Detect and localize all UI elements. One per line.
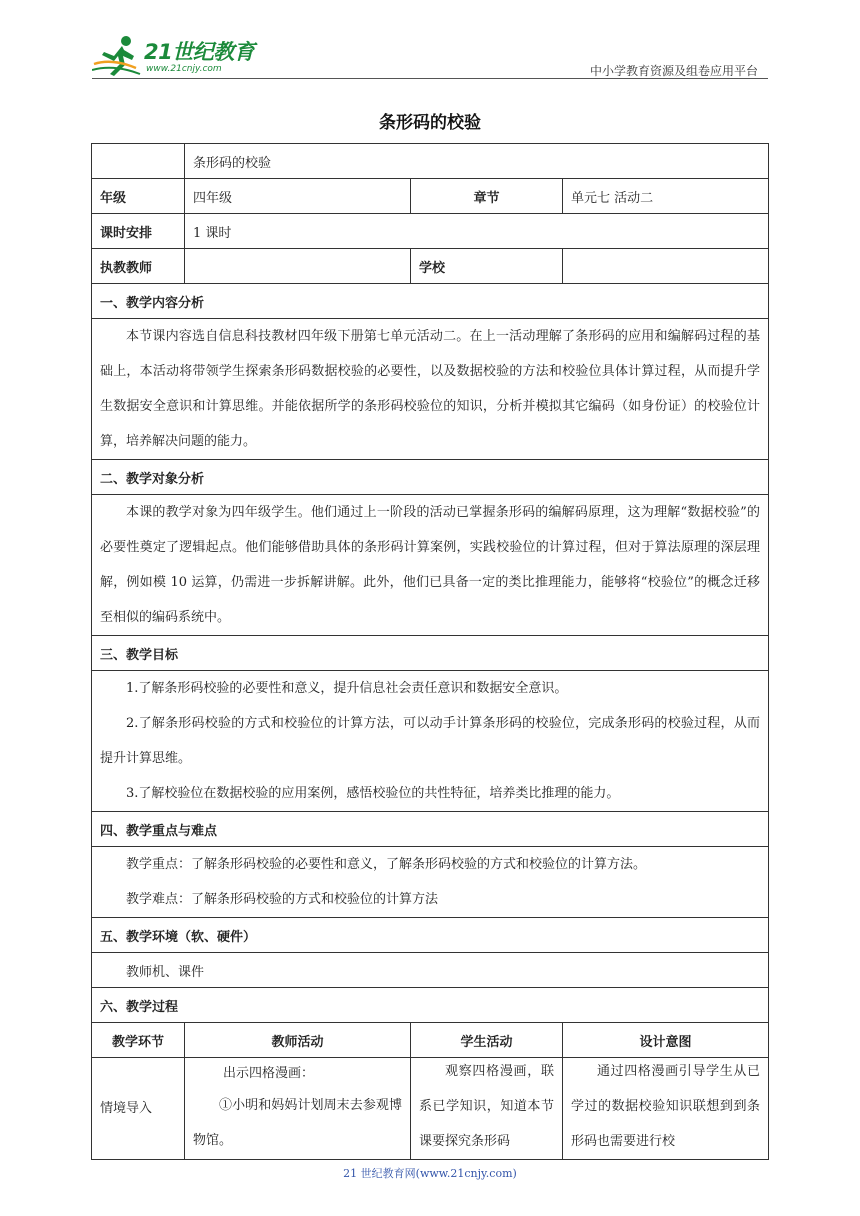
environment-text: 教师机、课件 — [126, 964, 205, 980]
students-analysis-text: 本课的教学对象为四年级学生。他们通过上一阶段的活动已掌握条形码的编解码原理，这为理解“数据校验”的必要性奠定了逻辑起点。他们能够借助具体的条形码计算案例，实践校验位的计算过程，但对于算法原理的深层理解，例如模 10 运算，仍需进一步拆解讲解。此外，他们已具备一定的类比推理能力，能够将“校验位”的概念迁移至相似的编码系统中。 — [100, 505, 760, 625]
student-activity-text: 观察四格漫画，联系已学知识，知道本节课要探究条形码 — [419, 1064, 554, 1149]
lesson-plan-table — [91, 143, 769, 1160]
header-divider — [92, 78, 768, 79]
teacher-activity-cell — [185, 1058, 411, 1160]
section-students-header — [92, 460, 769, 495]
process-row — [92, 1058, 769, 1160]
logo-url: www.21cnjy.com — [146, 64, 222, 74]
goal-item: 3.了解校验位在数据校验的应用案例，感悟校验位的共性特征，培养类比推理的能力。 — [126, 786, 620, 801]
hours-row — [92, 214, 769, 249]
section-title: 二、教学对象分析 — [92, 460, 769, 495]
section-content-body — [92, 319, 769, 460]
grade-label: 年级 — [92, 179, 185, 214]
hours-value: 1 课时 — [185, 214, 769, 249]
topic-value: 条形码的校验 — [185, 144, 769, 179]
logo — [92, 34, 262, 78]
header-tagline: 中小学教育资源及组卷应用平台 — [589, 64, 758, 78]
section-goals-header — [92, 636, 769, 671]
section-body-cell — [92, 495, 769, 636]
school-label: 学校 — [411, 249, 563, 284]
design-intent-text: 通过四格漫画引导学生从已学过的数据校验知识联想到到条形码也需要进行校 — [571, 1064, 760, 1149]
teacher-row — [92, 249, 769, 284]
column-header: 学生活动 — [411, 1023, 563, 1058]
student-activity-cell — [411, 1058, 563, 1160]
teacher-label: 执教教师 — [92, 249, 185, 284]
footer-divider — [98, 1159, 710, 1160]
process-header-row — [92, 1023, 769, 1058]
section-content-header — [92, 284, 769, 319]
section-title: 五、教学环境（软、硬件） — [92, 918, 769, 953]
section-title: 六、教学过程 — [92, 988, 769, 1023]
stage-cell — [92, 1058, 185, 1160]
page-header — [92, 30, 768, 78]
topic-row — [92, 144, 769, 179]
keypoint-item: 教学难点：了解条形码校验的方式和校验位的计算方法 — [126, 892, 439, 907]
grade-value: 四年级 — [185, 179, 411, 214]
runner-logo-icon — [92, 34, 146, 78]
chapter-label: 章节 — [411, 179, 563, 214]
hours-label: 课时安排 — [92, 214, 185, 249]
school-value — [563, 249, 769, 284]
chapter-value: 单元七 活动二 — [563, 179, 769, 214]
column-header: 教学环节 — [92, 1023, 185, 1058]
section-body-cell — [92, 319, 769, 460]
section-title: 一、教学内容分析 — [92, 284, 769, 319]
document-title: 条形码的校验 — [379, 113, 481, 133]
page-footer[interactable]: 21 世纪教育网(www.21cnjy.com) — [343, 1167, 517, 1180]
teacher-activity-line: 出示四格漫画： — [223, 1065, 315, 1081]
section-title: 三、教学目标 — [92, 636, 769, 671]
topic-label-cell — [92, 144, 185, 179]
section-body-cell — [92, 847, 769, 918]
teacher-activity-line: ①小明和妈妈计划周末去参观博物馆。 — [193, 1097, 402, 1148]
section-body-cell — [92, 953, 769, 988]
stage-text: 情境导入 — [100, 1100, 153, 1116]
keypoint-item: 教学重点：了解条形码校验的必要性和意义，了解条形码校验的方式和校验位的计算方法。 — [126, 857, 647, 872]
teacher-value — [185, 249, 411, 284]
goal-item: 2.了解条形码校验的方式和校验位的计算方法，可以动手计算条形码的校验位，完成条形码的校验过程，从而提升计算思维。 — [100, 716, 760, 766]
grade-row — [92, 179, 769, 214]
design-intent-cell — [563, 1058, 769, 1160]
section-body-cell — [92, 671, 769, 812]
section-students-body — [92, 495, 769, 636]
content-analysis-text: 本节课内容选自信息科技教材四年级下册第七单元活动二。在上一活动理解了条形码的应用和编解码过程的基础上，本活动将带领学生探索条形码数据校验的必要性，以及数据校验的方法和校验位具体计算过程，从而提升学生数据安全意识和计算思维。并能依据所学的条形码校验位的知识，分析并模拟其它编码（如身份证）的校验位计算，培养解决问题的能力。 — [100, 329, 760, 449]
logo-text: 21世纪教育 — [144, 40, 255, 64]
column-header: 设计意图 — [563, 1023, 769, 1058]
section-keypoints-header — [92, 812, 769, 847]
column-header: 教师活动 — [185, 1023, 411, 1058]
section-process-header — [92, 988, 769, 1023]
section-environment-header — [92, 918, 769, 953]
goal-item: 1.了解条形码校验的必要性和意义，提升信息社会责任意识和数据安全意识。 — [126, 681, 568, 696]
section-environment-body — [92, 953, 769, 988]
section-title: 四、教学重点与难点 — [92, 812, 769, 847]
section-goals-body — [92, 671, 769, 812]
section-keypoints-body — [92, 847, 769, 918]
